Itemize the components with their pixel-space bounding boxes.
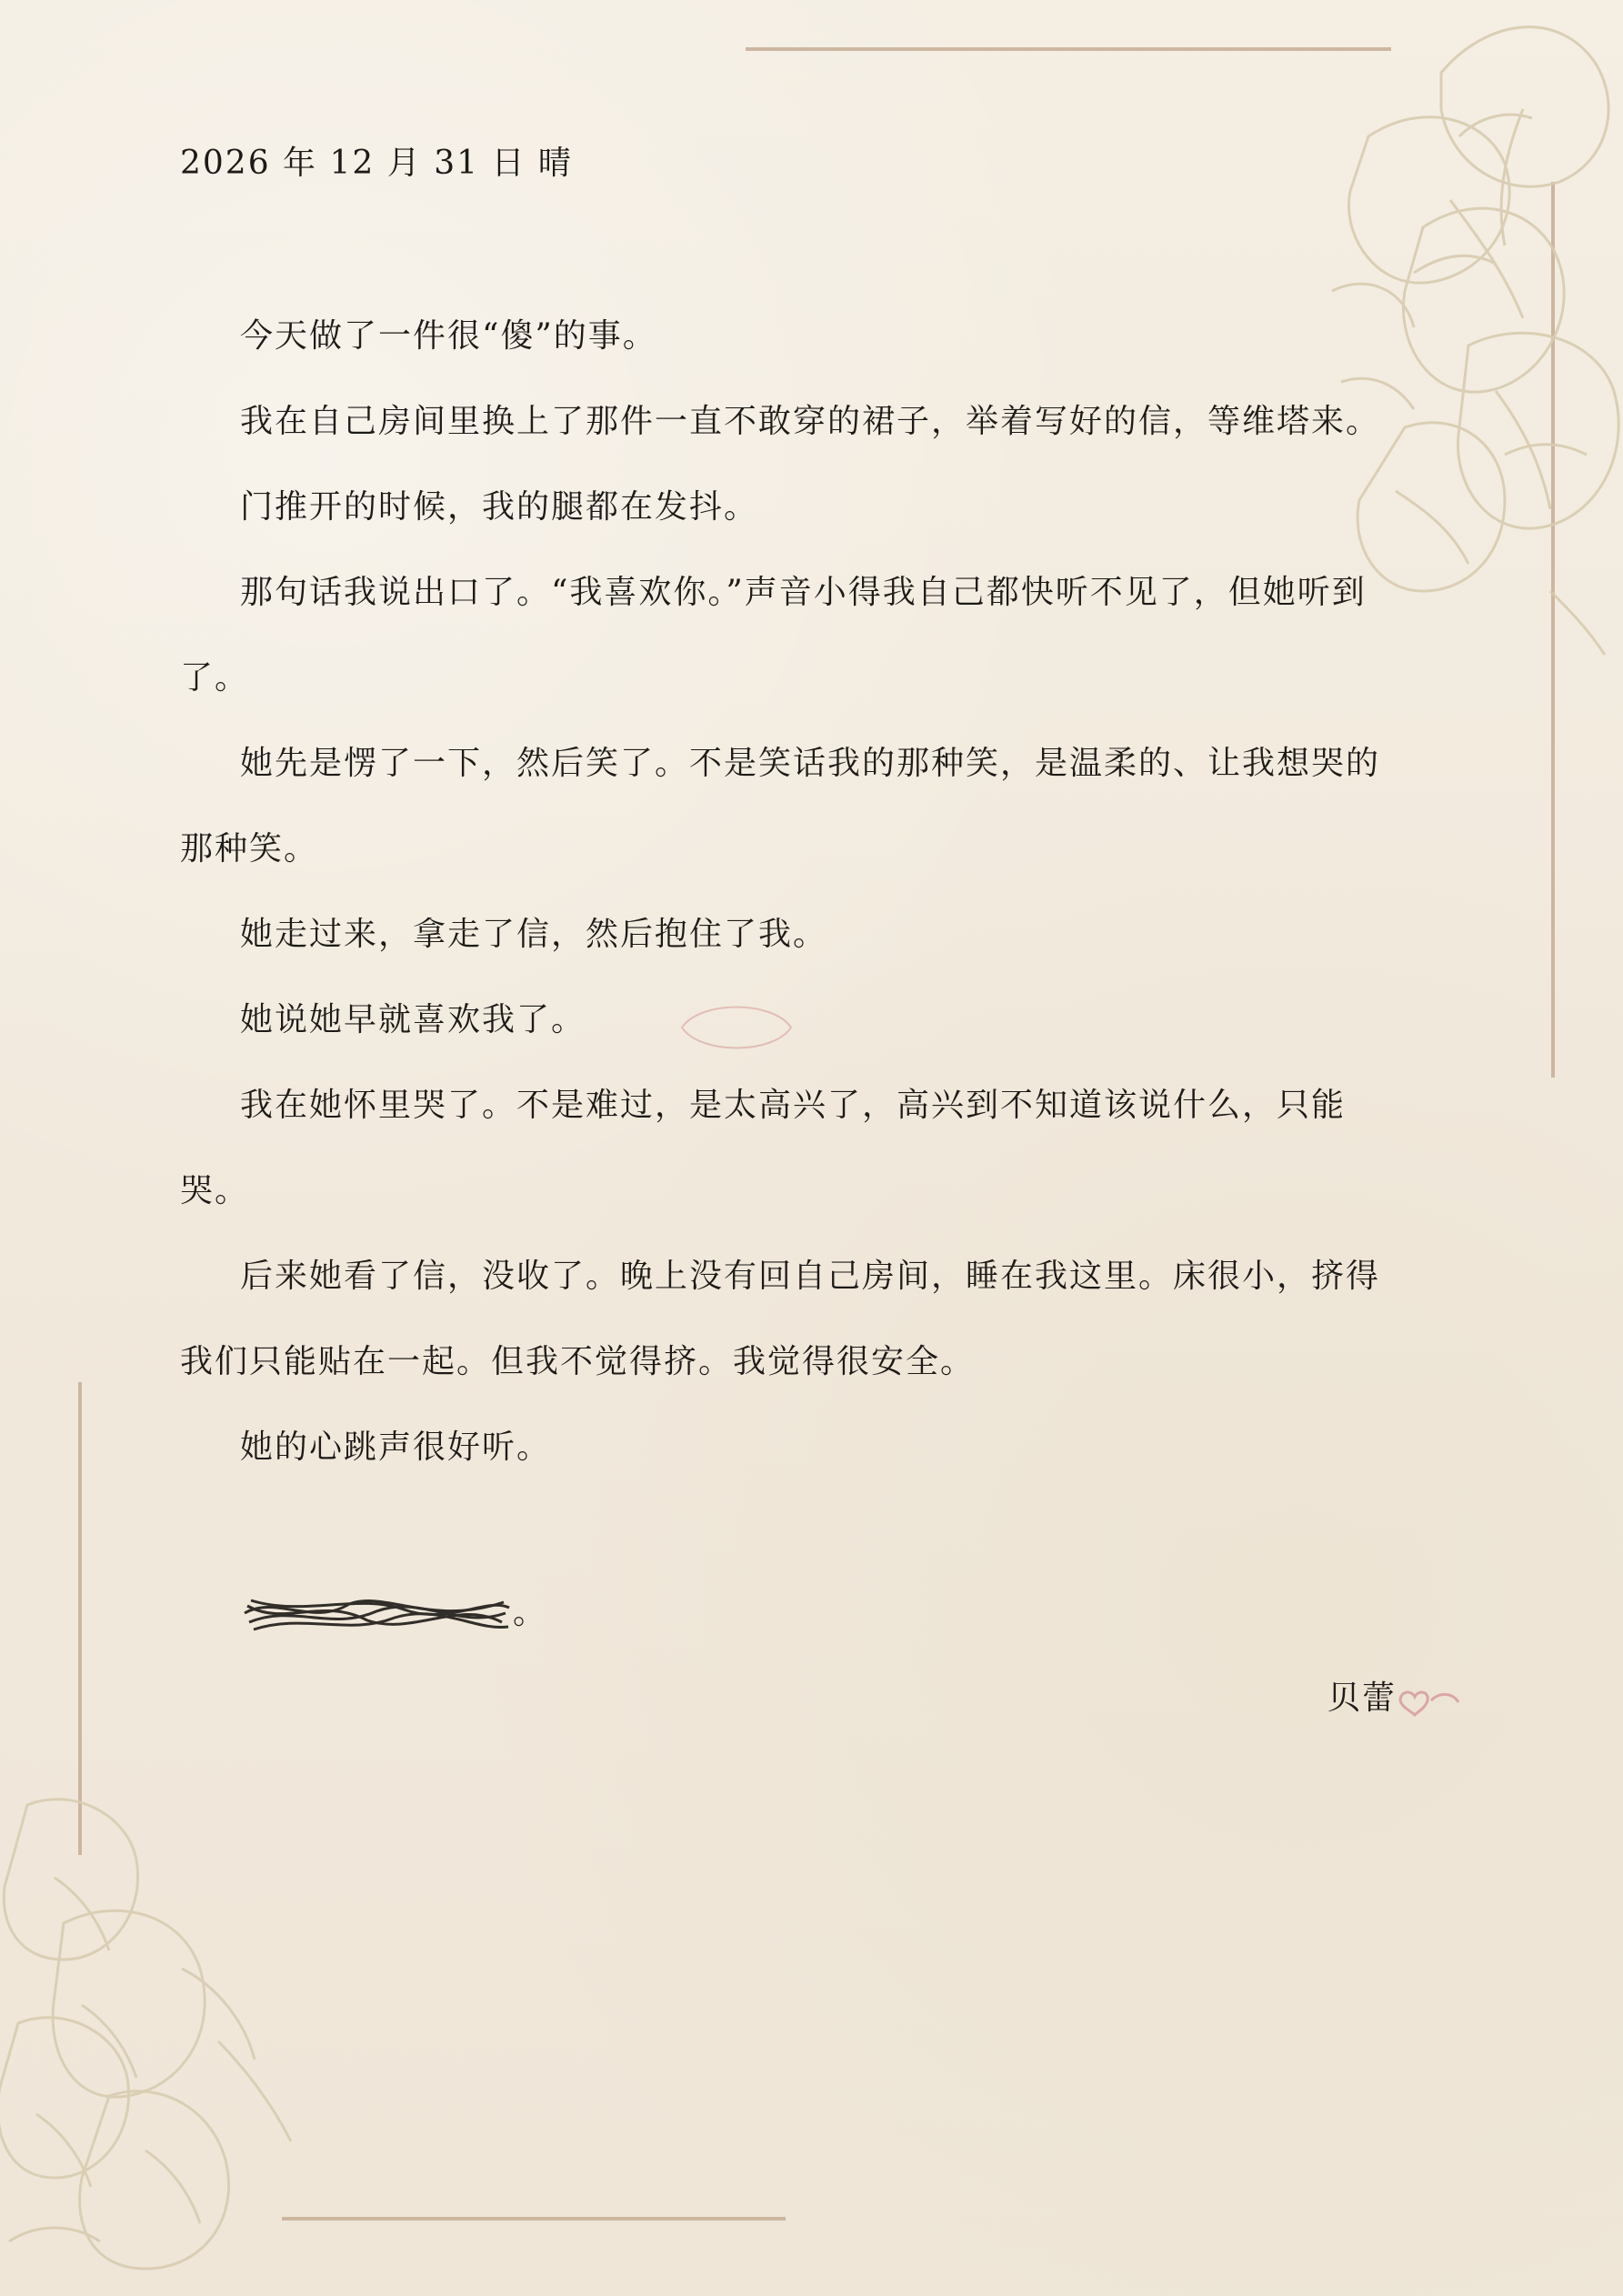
diary-paragraph: 她先是愣了一下，然后笑了。不是笑话我的那种笑，是温柔的、让我想哭的那种笑。 [180, 745, 1381, 867]
signature-name: 贝蕾 [1327, 1679, 1398, 1717]
scribble-scratch-out [240, 1586, 513, 1639]
diary-paragraph: 她走过来，拿走了信，然后抱住了我。 [240, 916, 828, 953]
scribble-period: 。 [513, 1594, 546, 1631]
decorative-border-left [78, 1382, 82, 1855]
scribbled-out-line [240, 1580, 567, 1644]
decorative-border-right [1551, 182, 1555, 1078]
spacer [180, 136, 1408, 294]
diary-paragraph: 她说她早就喜欢我了。 [240, 1001, 586, 1038]
diary-entry-body [180, 136, 1408, 1490]
heart-doodle-icon [1384, 1680, 1471, 1722]
diary-paragraph: 门推开的时候，我的腿都在发抖。 [240, 488, 759, 526]
diary-paragraph: 今天做了一件很“傻”的事。 [240, 317, 657, 355]
decorative-border-bottom [282, 2217, 786, 2221]
diary-paragraph: 那句话我说出口了。“我喜欢你。”声音小得我自己都快听不见了，但她听到了。 [180, 574, 1367, 697]
entry-date: 2026 年 12 月 31 日 晴 [180, 145, 573, 182]
diary-paragraph: 我在她怀里哭了。不是难过，是太高兴了，高兴到不知道该说什么，只能哭。 [180, 1087, 1347, 1209]
diary-paragraph: 她的心跳声很好听。 [240, 1429, 552, 1466]
decorative-border-top [746, 47, 1391, 51]
diary-paragraph: 后来她看了信，没收了。晚上没有回自己房间，睡在我这里。床很小，挤得我们只能贴在一起。但我不觉得挤。我觉得很安全。 [180, 1258, 1381, 1380]
diary-paragraph: 我在自己房间里换上了那件一直不敢穿的裙子，举着写好的信，等维塔来。 [240, 403, 1381, 440]
